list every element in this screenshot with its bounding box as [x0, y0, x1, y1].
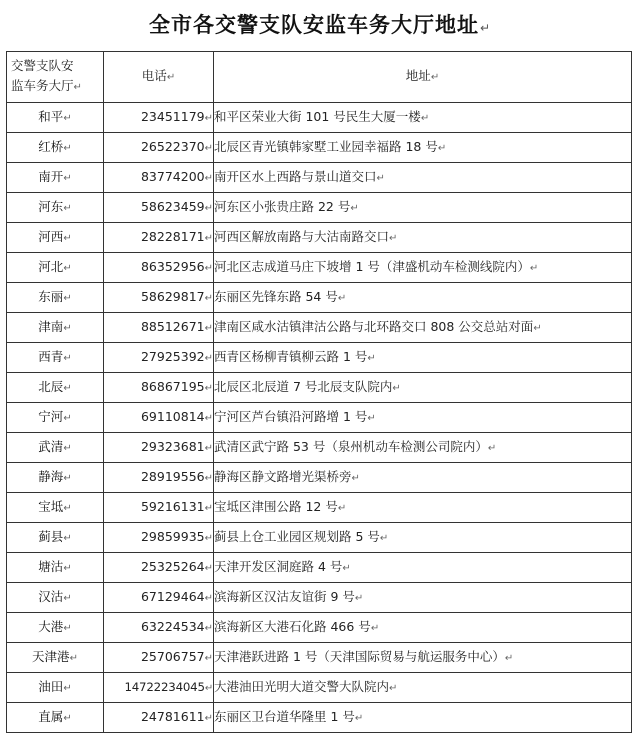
phone-cell-text: 67129464	[140, 589, 205, 604]
phone-cell-text: 58623459	[140, 199, 205, 214]
team-cell	[7, 313, 104, 343]
address-cell-text: 天津港跃进路 1 号（天津国际贸易与航运服务中心）	[214, 649, 505, 664]
phone-cell	[104, 463, 214, 493]
paragraph-mark: ↵	[204, 383, 213, 394]
table-row	[7, 193, 632, 223]
address-cell	[214, 103, 632, 133]
phone-cell	[104, 583, 214, 613]
phone-cell-text: 24781611	[140, 709, 205, 724]
team-cell	[7, 463, 104, 493]
address-cell	[214, 343, 632, 373]
team-cell-text: 和平	[38, 109, 64, 124]
table-row	[7, 313, 632, 343]
team-cell	[7, 133, 104, 163]
phone-cell-text: 28228171	[140, 229, 205, 244]
paragraph-mark: ↵	[204, 323, 213, 334]
table-row	[7, 133, 632, 163]
team-cell	[7, 193, 104, 223]
address-cell	[214, 403, 632, 433]
team-cell	[7, 583, 104, 613]
address-cell-text: 和平区荣业大街 101 号民生大厦一楼	[214, 109, 421, 124]
phone-cell	[104, 373, 214, 403]
team-cell	[7, 493, 104, 523]
table-row	[7, 433, 632, 463]
address-cell	[214, 253, 632, 283]
paragraph-mark: ↵	[376, 173, 385, 184]
team-cell-text: 河东	[38, 199, 64, 214]
paragraph-mark: ↵	[63, 383, 72, 394]
paragraph-mark: ↵	[204, 443, 213, 454]
address-cell	[214, 673, 632, 703]
table-row	[7, 493, 632, 523]
paragraph-mark: ↵	[204, 293, 213, 304]
paragraph-mark: ↵	[63, 533, 72, 544]
paragraph-mark: ↵	[204, 413, 213, 424]
paragraph-mark: ↵	[367, 413, 376, 424]
header-phone	[104, 52, 214, 103]
phone-cell-text: 63224534	[140, 619, 205, 634]
team-cell	[7, 103, 104, 133]
team-cell	[7, 703, 104, 733]
phone-cell-text: 59216131	[140, 499, 205, 514]
paragraph-mark: ↵	[504, 653, 514, 664]
paragraph-mark: ↵	[351, 473, 360, 484]
team-cell-text: 天津港	[32, 649, 70, 664]
address-cell	[214, 523, 632, 553]
phone-cell	[104, 163, 214, 193]
paragraph-mark: ↵	[420, 113, 430, 124]
address-cell-text: 北辰区青光镇韩家墅工业园幸福路 18 号	[214, 139, 438, 154]
address-cell	[214, 313, 632, 343]
address-cell-text: 天津开发区洞庭路 4 号	[214, 559, 343, 574]
team-cell-text: 汉沽	[38, 589, 64, 604]
paragraph-mark: ↵	[63, 263, 72, 274]
paragraph-mark: ↵	[63, 473, 72, 484]
table-header-row	[7, 52, 632, 103]
address-cell-text: 宝坻区津围公路 12 号	[214, 499, 338, 514]
phone-cell	[104, 433, 214, 463]
header-address-label: 地址	[405, 68, 431, 83]
paragraph-mark: ↵	[63, 683, 72, 694]
paragraph-mark: ↵	[204, 353, 213, 364]
team-cell-text: 东丽	[38, 289, 64, 304]
team-cell	[7, 223, 104, 253]
table-row	[7, 163, 632, 193]
table-row	[7, 553, 632, 583]
team-cell-text: 塘沽	[38, 559, 64, 574]
paragraph-mark: ↵	[204, 143, 213, 154]
team-cell-text: 河北	[38, 259, 64, 274]
address-cell	[214, 163, 632, 193]
paragraph-mark: ↵	[69, 653, 78, 664]
address-table	[6, 51, 632, 733]
table-row	[7, 673, 632, 703]
team-cell-text: 直属	[38, 709, 64, 724]
table-row	[7, 223, 632, 253]
address-cell-text: 河东区小张贵庄路 22 号	[214, 199, 351, 214]
paragraph-mark: ↵	[204, 503, 213, 514]
paragraph-mark: ↵	[63, 353, 72, 364]
phone-cell-text: 25706757	[140, 649, 205, 664]
phone-cell	[104, 703, 214, 733]
phone-cell	[104, 553, 214, 583]
paragraph-mark: ↵	[437, 143, 447, 154]
phone-cell-text: 86867195	[140, 379, 205, 394]
paragraph-mark: ↵	[354, 593, 364, 604]
phone-cell	[104, 283, 214, 313]
paragraph-mark: ↵	[63, 113, 72, 124]
team-cell	[7, 373, 104, 403]
title-text: 全市各交警支队安监车务大厅地址	[148, 13, 479, 37]
table-row	[7, 613, 632, 643]
paragraph-mark: ↵	[204, 533, 213, 544]
phone-cell-text: 23451179	[140, 109, 205, 124]
table-row	[7, 523, 632, 553]
team-cell	[7, 553, 104, 583]
table-row	[7, 463, 632, 493]
team-cell-text: 宝坻	[38, 499, 64, 514]
paragraph-mark: ↵	[389, 683, 398, 694]
team-cell-text: 南开	[38, 169, 64, 184]
header-phone-label: 电话	[141, 68, 167, 83]
paragraph-mark: ↵	[529, 263, 539, 274]
phone-cell	[104, 103, 214, 133]
address-cell	[214, 643, 632, 673]
address-cell-text: 南开区水上西路与景山道交口	[214, 169, 377, 184]
table-row	[7, 583, 632, 613]
address-cell-text: 东丽区先锋东路 54 号	[214, 289, 338, 304]
paragraph-mark: ↵	[63, 563, 72, 574]
phone-cell-text: 29323681	[140, 439, 205, 454]
phone-cell-text: 25325264	[140, 559, 205, 574]
page-title	[0, 10, 640, 43]
paragraph-mark: ↵	[166, 72, 176, 83]
paragraph-mark: ↵	[63, 713, 72, 724]
table-row	[7, 703, 632, 733]
team-cell	[7, 343, 104, 373]
team-cell	[7, 163, 104, 193]
address-cell	[214, 433, 632, 463]
paragraph-mark: ↵	[367, 353, 376, 364]
paragraph-mark: ↵	[479, 21, 492, 35]
paragraph-mark: ↵	[204, 563, 213, 574]
paragraph-mark: ↵	[204, 173, 213, 184]
paragraph-mark: ↵	[370, 623, 380, 634]
address-cell-text: 河北区志成道马庄下坡增 1 号（津盛机动车检测线院内）	[214, 259, 530, 274]
paragraph-mark: ↵	[63, 143, 72, 154]
phone-cell-text: 88512671	[140, 319, 205, 334]
phone-cell	[104, 673, 214, 703]
address-cell	[214, 223, 632, 253]
phone-cell-text: 83774200	[140, 169, 205, 184]
team-cell-text: 河西	[38, 229, 64, 244]
paragraph-mark: ↵	[63, 413, 72, 424]
team-cell-text: 津南	[38, 319, 64, 334]
paragraph-mark: ↵	[389, 233, 398, 244]
address-cell-text: 河西区解放南路与大沽南路交口	[214, 229, 390, 244]
team-cell	[7, 253, 104, 283]
address-cell-text: 北辰区北辰道 7 号北辰支队院内	[214, 379, 393, 394]
address-cell	[214, 373, 632, 403]
phone-cell-text: 27925392	[140, 349, 205, 364]
table-row	[7, 373, 632, 403]
paragraph-mark: ↵	[63, 623, 72, 634]
address-cell-text: 滨海新区大港石化路 466 号	[214, 619, 371, 634]
address-cell-text: 津南区咸水沽镇津沽公路与北环路交口 808 公交总站对面	[214, 319, 534, 334]
phone-cell	[104, 193, 214, 223]
address-cell-text: 西青区杨柳青镇柳云路 1 号	[214, 349, 368, 364]
address-cell	[214, 553, 632, 583]
header-team-line2: 监车务大厅	[11, 78, 74, 93]
table-row	[7, 103, 632, 133]
paragraph-mark: ↵	[63, 503, 72, 514]
paragraph-mark: ↵	[63, 593, 72, 604]
table-row	[7, 343, 632, 373]
paragraph-mark: ↵	[63, 173, 72, 184]
phone-cell	[104, 253, 214, 283]
header-team	[7, 52, 104, 103]
phone-cell	[104, 613, 214, 643]
phone-cell	[104, 643, 214, 673]
paragraph-mark: ↵	[337, 293, 347, 304]
paragraph-mark: ↵	[379, 533, 389, 544]
paragraph-mark: ↵	[204, 113, 213, 124]
address-cell	[214, 463, 632, 493]
team-cell-text: 北辰	[38, 379, 64, 394]
team-cell-text: 武清	[38, 439, 64, 454]
table-row	[7, 253, 632, 283]
phone-cell	[104, 493, 214, 523]
address-cell	[214, 493, 632, 523]
header-address	[214, 52, 632, 103]
phone-cell	[104, 403, 214, 433]
paragraph-mark: ↵	[392, 383, 401, 394]
address-cell-text: 蓟县上仓工业园区规划路 5 号	[214, 529, 380, 544]
team-cell	[7, 673, 104, 703]
address-cell	[214, 703, 632, 733]
team-cell-text: 静海	[38, 469, 64, 484]
team-cell	[7, 613, 104, 643]
paragraph-mark: ↵	[204, 653, 213, 664]
phone-cell	[104, 343, 214, 373]
paragraph-mark: ↵	[63, 203, 72, 214]
team-cell	[7, 283, 104, 313]
paragraph-mark: ↵	[533, 323, 542, 334]
team-cell-text: 蓟县	[38, 529, 64, 544]
address-cell	[214, 583, 632, 613]
phone-cell-text: 29859935	[140, 529, 205, 544]
address-cell	[214, 133, 632, 163]
address-cell-text: 武清区武宁路 53 号（泉州机动车检测公司院内）	[214, 439, 488, 454]
address-cell	[214, 283, 632, 313]
paragraph-mark: ↵	[204, 473, 213, 484]
team-cell-text: 西青	[38, 349, 64, 364]
paragraph-mark: ↵	[354, 713, 364, 724]
paragraph-mark: ↵	[73, 82, 82, 93]
address-cell	[214, 193, 632, 223]
team-cell-text: 大港	[38, 619, 64, 634]
table-body	[7, 103, 632, 733]
team-cell	[7, 523, 104, 553]
address-cell-text: 滨海新区汉沽友谊街 9 号	[214, 589, 355, 604]
phone-cell-text: 58629817	[140, 289, 205, 304]
phone-cell-text: 14722234045	[124, 679, 205, 694]
phone-cell-text: 26522370	[140, 139, 205, 154]
paragraph-mark: ↵	[204, 713, 213, 724]
table-row	[7, 283, 632, 313]
header-team-line1: 交警支队安	[11, 58, 74, 73]
paragraph-mark: ↵	[342, 563, 351, 574]
phone-cell-text: 28919556	[140, 469, 205, 484]
address-cell-text: 静海区静文路增光渠桥旁	[214, 469, 352, 484]
paragraph-mark: ↵	[430, 72, 440, 83]
table-row	[7, 643, 632, 673]
paragraph-mark: ↵	[63, 443, 72, 454]
phone-cell	[104, 133, 214, 163]
paragraph-mark: ↵	[350, 203, 359, 214]
paragraph-mark: ↵	[487, 443, 497, 454]
paragraph-mark: ↵	[204, 682, 213, 694]
phone-cell	[104, 313, 214, 343]
paragraph-mark: ↵	[204, 593, 213, 604]
phone-cell	[104, 223, 214, 253]
paragraph-mark: ↵	[337, 503, 347, 514]
team-cell	[7, 403, 104, 433]
paragraph-mark: ↵	[204, 203, 213, 214]
phone-cell-text: 86352956	[140, 259, 205, 274]
team-cell-text: 宁河	[38, 409, 64, 424]
address-cell-text: 宁河区芦台镇沿河路增 1 号	[214, 409, 368, 424]
team-cell	[7, 433, 104, 463]
paragraph-mark: ↵	[63, 233, 72, 244]
paragraph-mark: ↵	[204, 263, 213, 274]
address-cell-text: 大港油田光明大道交警大队院内	[214, 679, 390, 694]
team-cell	[7, 643, 104, 673]
team-cell-text: 油田	[38, 679, 64, 694]
phone-cell-text: 69110814	[140, 409, 205, 424]
paragraph-mark: ↵	[63, 323, 72, 334]
address-cell-text: 东丽区卫台道华隆里 1 号	[214, 709, 355, 724]
paragraph-mark: ↵	[63, 293, 72, 304]
table-row	[7, 403, 632, 433]
address-cell	[214, 613, 632, 643]
paragraph-mark: ↵	[204, 623, 213, 634]
team-cell-text: 红桥	[38, 139, 64, 154]
phone-cell	[104, 523, 214, 553]
paragraph-mark: ↵	[204, 233, 213, 244]
